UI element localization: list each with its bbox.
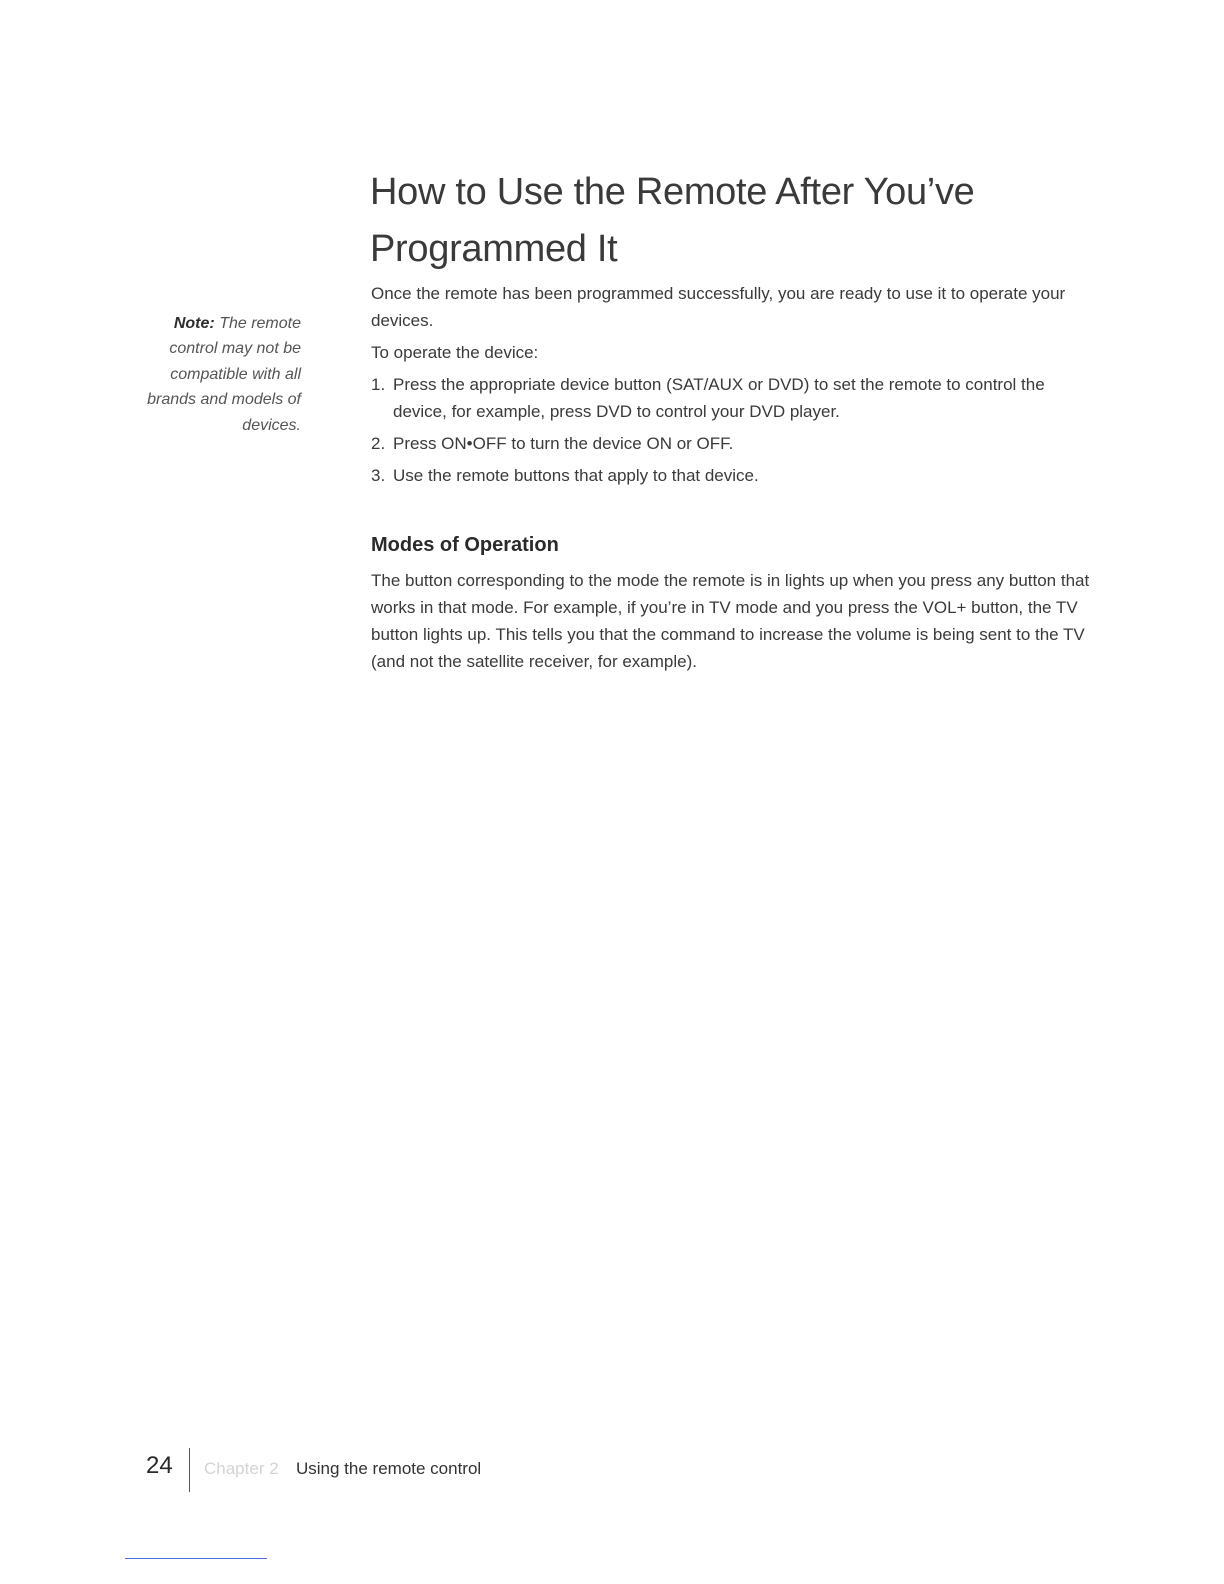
page-footer <box>146 1448 646 1492</box>
chapter-label: Chapter 2 <box>204 1459 279 1478</box>
list-item <box>371 430 1091 457</box>
list-item <box>371 462 1091 489</box>
page-title: How to Use the Remote After You’ve Programmed It <box>370 171 975 270</box>
step-text: Press ON•OFF to turn the device ON or OFF. <box>393 434 734 453</box>
step-text: Press the appropriate device button (SAT/AUX or DVD) to set the remote to control the device, for example, press DVD to control your DVD player. <box>393 375 1045 421</box>
chapter-title: Using the remote control <box>296 1459 482 1478</box>
steps-list <box>371 371 1091 489</box>
footer-divider <box>189 1448 190 1492</box>
note-label: Note: <box>173 315 215 332</box>
step-text: Use the remote buttons that apply to that device. <box>393 466 759 485</box>
step-number: 2. <box>371 434 386 453</box>
page-number: 24 <box>146 1452 173 1479</box>
sidebar-note <box>130 311 301 438</box>
intro-paragraph: Once the remote has been programmed successfully, you are ready to use it to operate your devices. <box>371 284 1066 330</box>
step-number: 1. <box>371 375 386 394</box>
note-text: The remote control may not be compatible with all brands and models of devices. <box>147 315 301 434</box>
list-item <box>371 371 1091 425</box>
modes-paragraph: The button corresponding to the mode the remote is in lights up when you press any button that works in that mode. For example, if you’re in TV mode and you press the VOL+ button, the TV button lights up. This tells you that the command to increase the volume is being sent to the TV (and not the satellite receiver, for example). <box>371 571 1090 671</box>
modes-heading: Modes of Operation <box>371 534 559 556</box>
main-content <box>371 280 1091 680</box>
bottom-rule <box>125 1558 267 1559</box>
operate-label: To operate the device: <box>371 343 539 362</box>
step-number: 3. <box>371 466 386 485</box>
